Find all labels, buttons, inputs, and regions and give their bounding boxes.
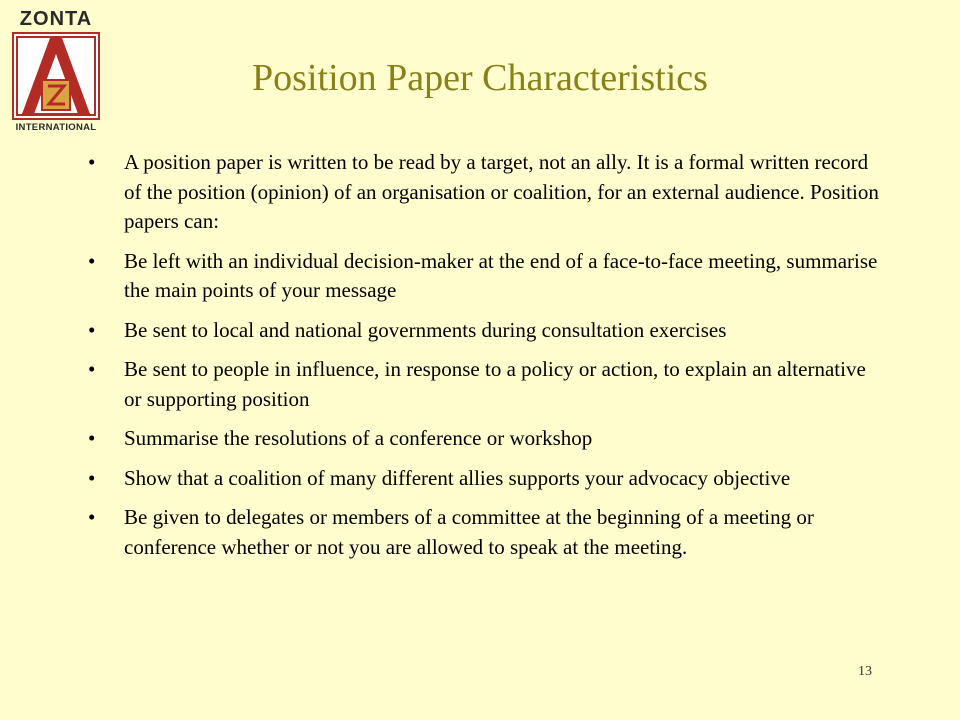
bullet-text: Be sent to people in influence, in response to a policy or action, to explain an alternative or supporting position [124, 357, 866, 411]
bullet-item [86, 464, 886, 494]
bullet-item [86, 355, 886, 414]
bullet-text: Be given to delegates or members of a committee at the beginning of a meeting or conference whether or not you are allowed to speak at the meeting. [124, 505, 814, 559]
bullet-list [86, 148, 886, 572]
bullet-text: A position paper is written to be read by a target, not an ally. It is a formal written record of the position (opinion) of an organisation or coalition, for an external audience. Position papers can: [124, 150, 879, 233]
bullet-item [86, 316, 886, 346]
bullet-text: Summarise the resolutions of a conference or workshop [124, 426, 593, 450]
bullet-marker: • [88, 357, 96, 381]
bullet-item [86, 424, 886, 454]
bullet-marker: • [88, 248, 96, 273]
bullet-text: Show that a coalition of many different allies supports your advocacy objective [124, 465, 791, 490]
bullet-item [86, 247, 886, 306]
bullet-marker: • [88, 317, 96, 342]
logo-bottom-text: INTERNATIONAL [15, 122, 97, 133]
bullet-item [86, 503, 886, 562]
bullet-item [86, 148, 886, 237]
bullet-text: Be left with an individual decision-maker at the end of a face-to-face meeting, summarise the main points of your message [124, 248, 878, 302]
page-number: 13 [858, 664, 872, 679]
bullet-marker: • [88, 150, 96, 174]
bullet-marker: • [88, 465, 96, 490]
logo-top-text: ZONTA [19, 8, 93, 30]
bullet-text: Be sent to local and national governments during consultation exercises [124, 317, 727, 342]
slide-title: Position Paper Characteristics [252, 57, 708, 99]
bullet-marker: • [88, 426, 96, 450]
bullet-marker: • [88, 505, 96, 529]
